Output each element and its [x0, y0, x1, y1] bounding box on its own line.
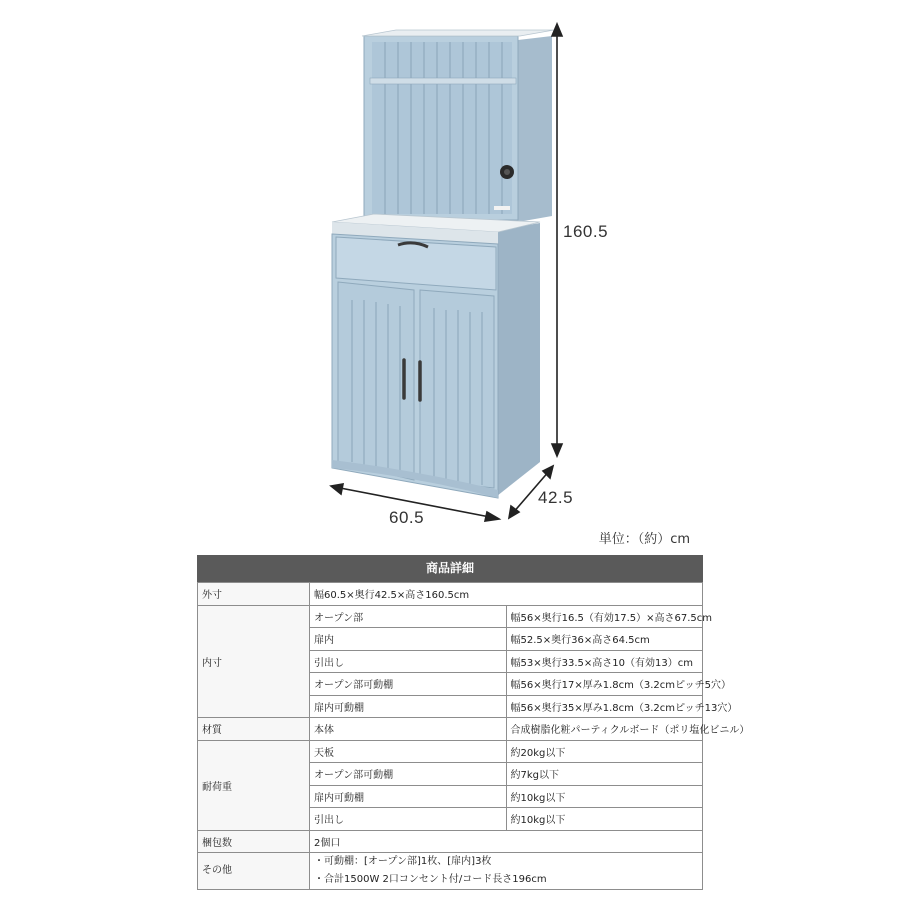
row-value: 幅60.5×奥行42.5×高さ160.5cm: [310, 583, 703, 606]
spec-section: [197, 555, 750, 890]
row-value: 幅52.5×奥行36×高さ64.5cm: [506, 628, 703, 651]
row-value: 約10kg以下: [506, 808, 703, 831]
table-row: [198, 740, 703, 763]
row-value: 約7kg以下: [506, 763, 703, 786]
width-dimension-label: 60.5: [389, 508, 425, 527]
hutch-side: [518, 36, 552, 222]
depth-dimension-label: 42.5: [538, 488, 574, 507]
row-item: オープン部可動棚: [310, 763, 507, 786]
row-value: 幅53×奥行33.5×高さ10（有効13）cm: [506, 650, 703, 673]
hutch-back-slats: [372, 42, 512, 214]
table-row: [198, 830, 703, 853]
spec-table: [197, 582, 750, 890]
row-value-notes: [310, 853, 703, 890]
row-item: 扉内可動棚: [310, 695, 507, 718]
hutch-top: [362, 30, 554, 36]
row-value: 幅56×奥行17×厚み1.8cm（3.2cmピッチ5穴）: [506, 673, 703, 696]
table-row: [198, 583, 703, 606]
row-label: 材質: [198, 718, 310, 741]
table-row: [198, 718, 703, 741]
unit-label: 単位：（約）cm: [598, 532, 690, 547]
row-item: オープン部: [310, 605, 507, 628]
row-value: 合成樹脂化粧パーティクルボード（ポリ塩化ビニル）: [506, 718, 703, 741]
row-label: 耐荷重: [198, 740, 310, 830]
table-row: [198, 853, 703, 890]
row-item: 引出し: [310, 650, 507, 673]
row-item: 扉内: [310, 628, 507, 651]
row-label: 内寸: [198, 605, 310, 718]
height-dimension-label: 160.5: [563, 222, 609, 241]
door-right: [420, 290, 494, 488]
open-shelf: [370, 78, 516, 84]
row-item: 引出し: [310, 808, 507, 831]
cabinet-side: [497, 223, 540, 496]
row-label: その他: [198, 853, 310, 890]
row-item: 本体: [310, 718, 507, 741]
row-item: 天板: [310, 740, 507, 763]
row-label: 外寸: [198, 583, 310, 606]
row-item: オープン部可動棚: [310, 673, 507, 696]
row-value: 約20kg以下: [506, 740, 703, 763]
row-value: 幅56×奥行35×厚み1.8cm（3.2cmピッチ13穴）: [506, 695, 703, 718]
note-line: ・可動棚：[オープン部]1枚、[扉内]3枚: [314, 856, 492, 867]
label-sticker: [494, 206, 510, 210]
row-value: 約10kg以下: [506, 785, 703, 808]
spec-title: 商品詳細: [197, 555, 703, 582]
note-line: ・合計1500W 2口コンセント付/コード長さ196cm: [314, 874, 547, 885]
table-row: [198, 605, 703, 628]
row-item: 扉内可動棚: [310, 785, 507, 808]
row-label: 梱包数: [198, 830, 310, 853]
row-value: 2個口: [310, 830, 703, 853]
row-value: 幅56×奥行16.5（有効17.5）×高さ67.5cm: [506, 605, 703, 628]
